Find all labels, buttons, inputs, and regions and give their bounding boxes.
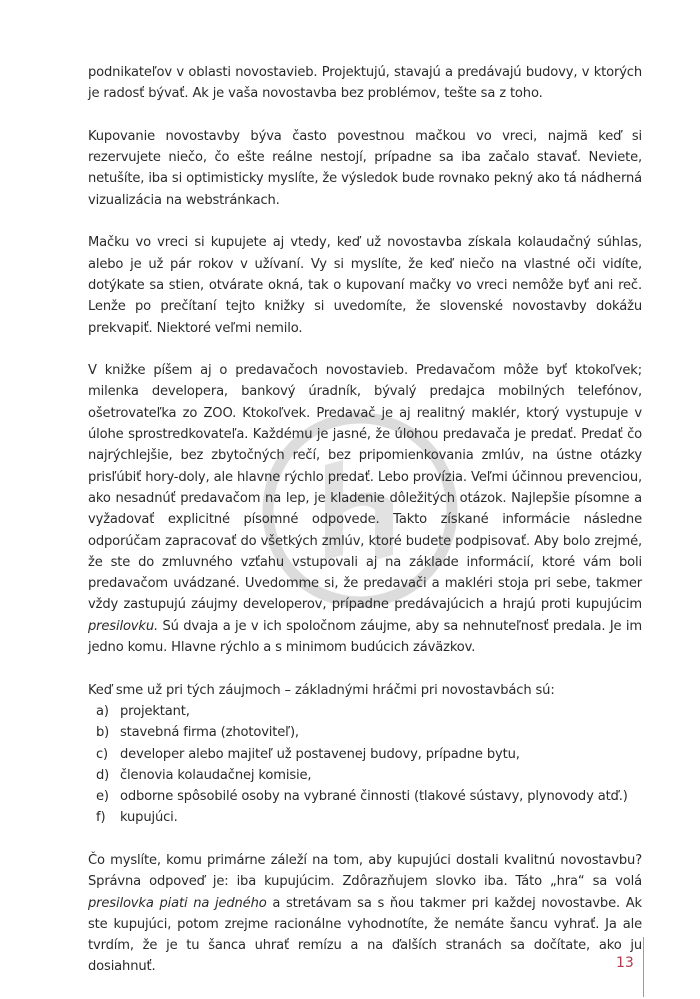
list-item-label: a) [96, 703, 109, 719]
paragraph-4 [88, 360, 642, 658]
page-number: 13 [616, 955, 634, 971]
paragraph-2: Kupovanie novostavby býva často povestnou mačkou vo vreci, najmä keď si rezervujete niečo, čo ešte reálne nestojí, prípadne sa iba začalo stavať. Neviete, netušíte, iba si optimisticky myslíte, že výsledok bude rovnako pekný ako tá nádherná vizualizácia na webstránkach. [88, 128, 642, 208]
players-intro: Keď sme už pri tých záujmoch – základnými hráčmi pri novostavbách sú: [88, 682, 555, 698]
list-item [88, 701, 642, 722]
list-item-text: kupujúci. [120, 810, 178, 826]
list-item-text: odborne spôsobilé osoby na vybrané činnosti (tlakové sústavy, plynovody atď.) [120, 789, 628, 805]
list-item-label: d) [96, 767, 110, 783]
paragraph-4-text-b: Sú dvaja a je v ich spoločnom záujme, aby sa nehnuteľnosť predala. Je im jedno komu. Hlavne rýchlo a s minimom budúcich záväzkov. [88, 618, 642, 656]
paragraph-6-text-a: Čo myslíte, komu primárne záleží na tom, aby kupujúci dostali kvalitnú novostavbu? Správna odpoveď je: iba kupujúcim. Zdôrazňujem slovko iba. Táto „hra“ sa volá [88, 852, 642, 890]
paragraph-4-emphasis: presilovku. [88, 618, 159, 634]
paragraph-6 [88, 850, 642, 978]
page-number-rule [643, 937, 644, 997]
list-item [88, 807, 642, 828]
list-item [88, 722, 642, 743]
list-item-label: b) [96, 725, 110, 741]
paragraph-3: Mačku vo vreci si kupujete aj vtedy, keď už novostavba získala kolaudačný súhlas, alebo je už pár rokov v užívaní. Vy si myslíte, že keď niečo na vlastné oči vidíte, dotýkate sa stien, otvárate okná, tak o kupovaní mačky vo vreci nemôže byť ani reč. Lenže po prečítaní tejto knižky si uvedomíte, že slovenské novostavby dokážu prekvapiť. Niektoré veľmi nemilo. [88, 235, 642, 336]
list-item [88, 765, 642, 786]
paragraph-6-emphasis: presilovka piati na jedného [88, 895, 267, 911]
list-item-text: projektant, [120, 703, 190, 719]
list-item-text: stavebná firma (zhotoviteľ), [120, 725, 299, 741]
paragraph-6-text-b: a stretávam sa s ňou takmer pri každej novostavbe. Ak ste kupujúci, potom zrejme racionálne vyhodnotíte, že nemáte šancu vyhrať. Ja ale tvrdím, že je tu šanca uhrať remízu a na ďalších stranách sa dočítate, ako ju dosiahnuť. [88, 895, 642, 975]
paragraph-4-text-a: V knižke píšem aj o predavačoch novostavieb. Predavačom môže byť ktokoľvek; milenka developera, bankový úradník, bývalý predajca mobilných telefónov, ošetrovateľka zo ZOO. Ktokoľvek. Predavač je aj realitný maklér, ktorý vystupuje v úlohe sprostredkovateľa. Každému je jasné, že úlohou predavača je predať. Predať čo najrýchlejšie, bez zbytočných rečí, bez pripomienkovania zmlúv, na ústne otázky prisľúbiť hory-doly, ale hlavne rýchlo predať. Lebo provízia. Veľmi účinnou prevenciou, ako nesadnúť predavačom na lep, je kladenie dôležitých otázok. Najlepšie písomne a vyžadovať explicitné písomné odpovede. Takto získané informácie následne odporúčam zapracovať do všetkých zmlúv, ktoré budete podpisovať. Aby bolo zrejmé, že ste do zmluvného vzťahu vstupovali aj na základe informácií, ktoré vám boli predavačom uvádzané. Uvedomme si, že predavači a makléri stoja pri sebe, takmer vždy zastupujú záujmy developerov, prípadne predávajúcich a hrajú proti kupujúcim [88, 363, 642, 613]
body-text [88, 62, 642, 999]
list-item [88, 786, 642, 807]
list-item-label: f) [96, 810, 106, 826]
list-item-text: developer alebo majiteľ už postavenej budovy, prípadne bytu, [120, 746, 520, 762]
list-item-label: e) [96, 789, 109, 805]
paragraph-1: podnikateľov v oblasti novostavieb. Projektujú, stavajú a predávajú budovy, v ktorých je radosť bývať. Ak je vaša novostavba bez problémov, tešte sa z toho. [88, 65, 642, 102]
list-item-label: c) [96, 746, 109, 762]
players-list [88, 701, 642, 829]
list-item [88, 744, 642, 765]
list-item-text: členovia kolaudačnej komisie, [120, 767, 312, 783]
